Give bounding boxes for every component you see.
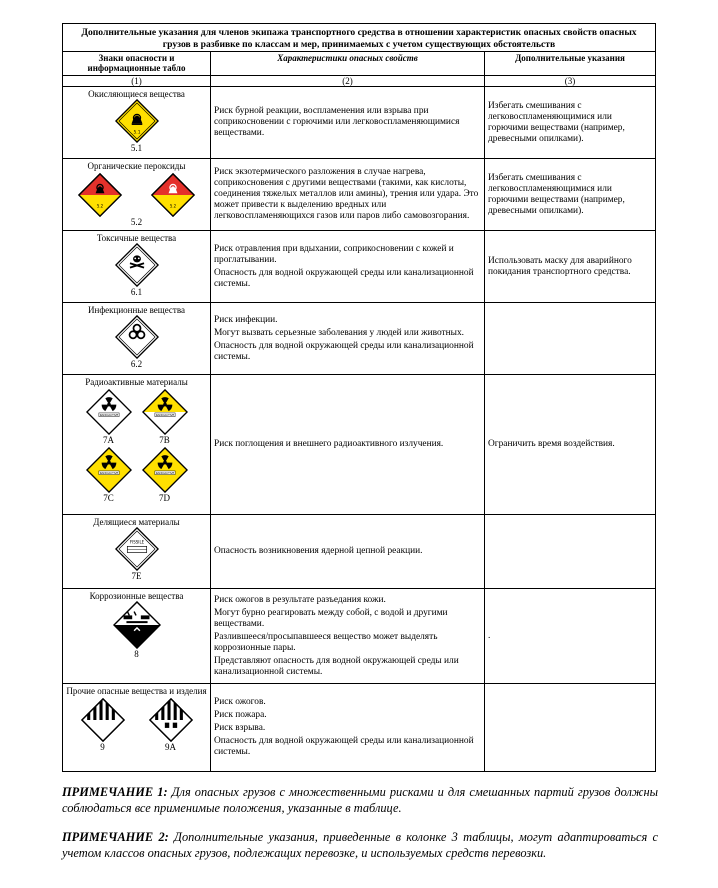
note-text: Избегать смешивания с легковоспламеняющимися или горючими веществами (например, древесными опилками). xyxy=(488,100,625,144)
row-label: Делящиеся материалы xyxy=(93,517,180,527)
oxidizer-placard-icon xyxy=(115,99,159,143)
hazard-text: Разлившееся/просыпавшееся вещество может выделять коррозионные пары. xyxy=(214,631,438,653)
row-label: Токсичные вещества xyxy=(96,233,177,243)
hazard-text: Риск экзотермического разложения в случае нагрева, соприкосновения с другими веществами (такими, как кислоты, соединения тяжелых металлов или амины), трения или удара. Это может привести к выделению вредных или легковоспламеняющихся газов или паров либо самовозгорания. xyxy=(214,167,479,221)
note-1-text: Для опасных грузов с множественными рисками и для смешанных партий грузов должны соблюдаться все применимые положения, указанные в таблице. xyxy=(62,785,659,815)
note-2-label: ПРИМЕЧАНИЕ 2: xyxy=(62,830,169,844)
svg-text:5.2: 5.2 xyxy=(96,203,103,209)
class-code: 7E xyxy=(131,571,142,581)
hazard-text: Опасность для водной окружающей среды или канализационной системы. xyxy=(214,736,474,757)
col2-header: Характеристики опасных свойств xyxy=(211,52,485,76)
class-code: 7D xyxy=(159,493,170,503)
svg-text:FISSILE: FISSILE xyxy=(129,539,144,545)
col1-header: Знаки опасности и информационные табло xyxy=(63,52,211,76)
hazard-text: Представляют опасность для водной окружающей среды или канализационной системы. xyxy=(214,655,459,677)
note-text: Использовать маску для аварийного покидания транспортного средства. xyxy=(488,255,632,277)
fissile-placard-icon xyxy=(115,527,159,571)
note-text: Избегать смешивания с легковоспламеняющимися или горючими веществами (например, древесными опилками). xyxy=(488,172,625,216)
table-row xyxy=(63,87,656,159)
radioactive-placard-icon xyxy=(142,447,188,493)
toxic-placard-icon xyxy=(115,243,159,287)
svg-text:5.2: 5.2 xyxy=(170,203,177,209)
col3-header: Дополнительные указания xyxy=(485,52,656,76)
class-code: 7B xyxy=(159,435,170,445)
note-1 xyxy=(62,785,658,816)
radioactive-placard-icon xyxy=(86,447,132,493)
table-row xyxy=(63,684,656,772)
hazard-text: Опасность для водной окружающей среды или канализационной системы. xyxy=(214,267,474,289)
svg-text:RADIOACTIVE: RADIOACTIVE xyxy=(99,412,118,417)
row-label: Радиоактивные материалы xyxy=(85,377,188,387)
table-title: Дополнительные указания для членов экипажа транспортного средства в отношении характеристик опасных свойств опасных грузов в разбивке по классам и мер, принимаемых с учетом существующих обстоятельств xyxy=(63,24,656,52)
corrosive-placard-icon xyxy=(113,601,161,649)
hazard-text: Могут вызвать серьезные заболевания у людей или животных. xyxy=(214,327,464,338)
row-label: Инфекционные вещества xyxy=(88,305,185,315)
class-code: 9 xyxy=(100,742,105,752)
hazard-text: Риск взрыва. xyxy=(214,723,266,733)
class-code: 5.1 xyxy=(130,143,143,153)
hazard-text: Риск поглощения и внешнего радиоактивного излучения. xyxy=(214,439,444,449)
hazard-text: Риск бурной реакции, воспламенения или взрыва при соприкосновении с горючими или легковоспламеняющимися веществами. xyxy=(214,106,460,138)
hazard-text: Опасность для водной окружающей среды или канализационной системы. xyxy=(214,340,474,362)
class-code: 7C xyxy=(103,493,114,503)
note-1-label: ПРИМЕЧАНИЕ 1: xyxy=(62,785,168,799)
hazard-text: Риск ожогов. xyxy=(214,697,266,707)
table-row xyxy=(63,589,656,684)
svg-text:RADIOACTIVE: RADIOACTIVE xyxy=(99,470,118,475)
row-label: Прочие опасные вещества и изделия xyxy=(66,686,207,696)
hazard-table xyxy=(62,23,656,772)
class-code: 8 xyxy=(134,649,139,659)
hazard-text: Риск инфекции. xyxy=(214,314,278,325)
table-row xyxy=(63,375,656,515)
misc-dangerous-placard-icon xyxy=(81,698,125,742)
class-code: 6.2 xyxy=(130,359,143,369)
hazard-text: Риск ожогов в результате разъедания кожи. xyxy=(214,594,386,605)
table-row xyxy=(63,515,656,589)
table-row xyxy=(63,159,656,231)
hazard-text: Риск отравления при вдыхании, соприкосновении с кожей и проглатывании. xyxy=(214,243,454,265)
table-row xyxy=(63,303,656,375)
note-2 xyxy=(62,830,658,861)
svg-text:5.1: 5.1 xyxy=(133,130,140,136)
col2-number: (2) xyxy=(211,76,485,87)
svg-text:RADIOACTIVE: RADIOACTIVE xyxy=(155,412,174,417)
class-code: 7A xyxy=(103,435,114,445)
organic-peroxide-placard-icon xyxy=(78,173,122,217)
lithium-battery-placard-icon xyxy=(149,698,193,742)
infectious-placard-icon xyxy=(115,315,159,359)
organic-peroxide-placard-icon xyxy=(151,173,195,217)
class-code: 6.1 xyxy=(130,287,143,297)
row-label: Коррозионные вещества xyxy=(89,591,184,601)
note-2-text: Дополнительные указания, приведенные в колонке 3 таблицы, могут адаптироваться с учетом классов опасных грузов, подлежащих перевозке, и используемых средств перевозки. xyxy=(62,830,659,860)
svg-text:RADIOACTIVE: RADIOACTIVE xyxy=(155,470,174,475)
hazard-text: Опасность возникновения ядерной цепной реакции. xyxy=(214,546,423,556)
col1-number: (1) xyxy=(63,76,211,87)
note-text: . xyxy=(488,630,491,641)
col3-number: (3) xyxy=(485,76,656,87)
radioactive-placard-icon xyxy=(142,389,188,435)
radioactive-placard-icon xyxy=(86,389,132,435)
hazard-text: Могут бурно реагировать между собой, с водой и другими веществами. xyxy=(214,607,448,629)
note-text: Ограничить время воздействия. xyxy=(488,439,615,449)
class-code: 9A xyxy=(165,742,176,752)
table-row xyxy=(63,231,656,303)
hazard-text: Риск пожара. xyxy=(214,710,267,720)
row-label: Органические пероксиды xyxy=(87,161,186,171)
row-label: Окисляющиеся вещества xyxy=(88,89,185,99)
class-code: 5.2 xyxy=(130,217,143,227)
